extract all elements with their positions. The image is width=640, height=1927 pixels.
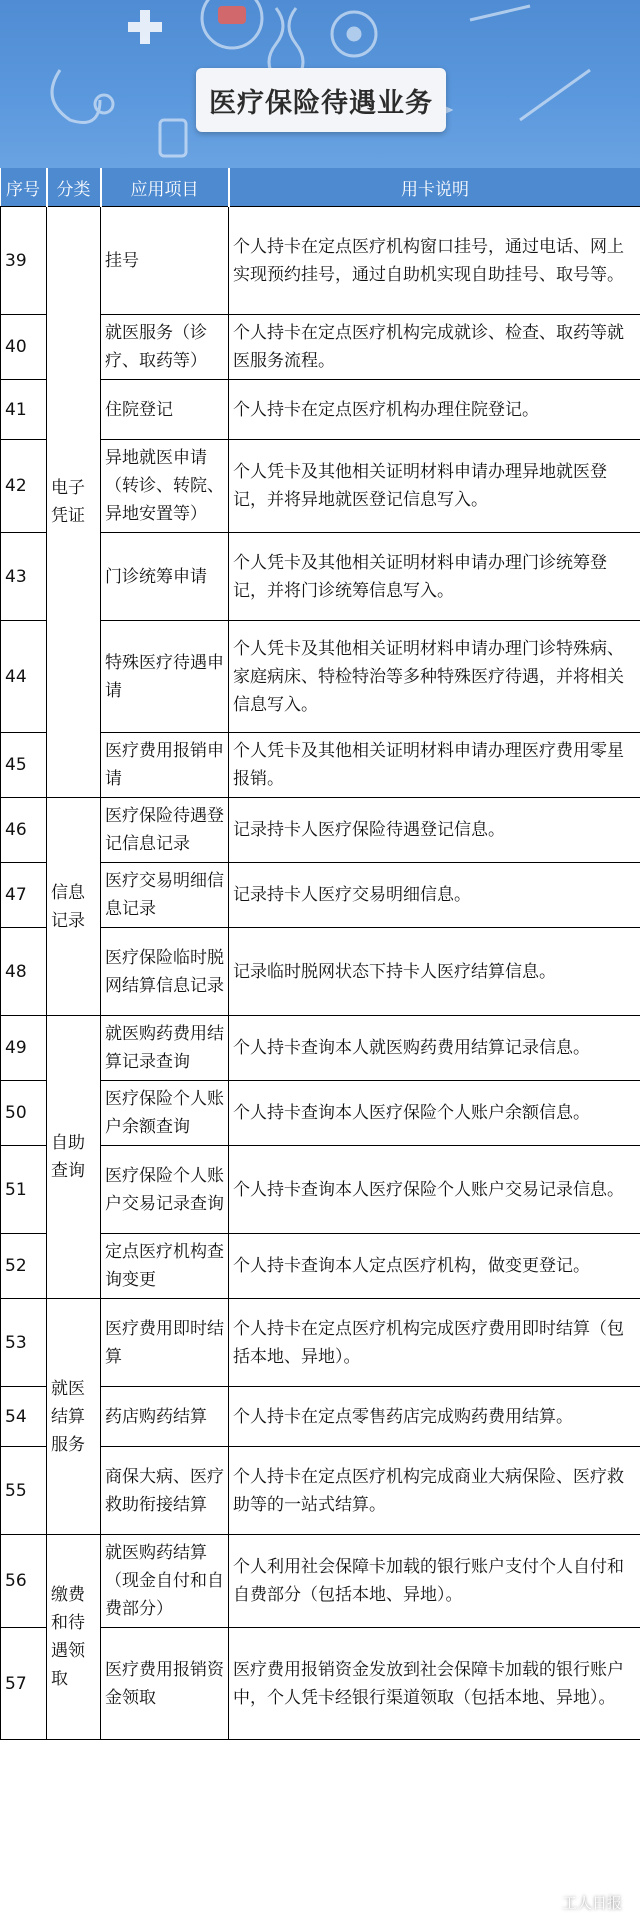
row-item: 商保大病、医疗救助衔接结算	[101, 1447, 229, 1535]
row-description: 个人持卡查询本人就医购药费用结算记录信息。	[229, 1016, 640, 1081]
benefits-table	[0, 168, 640, 1740]
table-row	[1, 1299, 640, 1387]
wechat-icon	[534, 1894, 556, 1912]
row-number: 53	[1, 1299, 47, 1387]
row-number: 56	[1, 1535, 47, 1628]
row-item: 就医购药费用结算记录查询	[101, 1016, 229, 1081]
row-item: 药店购药结算	[101, 1387, 229, 1447]
row-description: 记录持卡人医疗交易明细信息。	[229, 863, 640, 928]
row-item: 门诊统筹申请	[101, 533, 229, 621]
row-item: 医疗保险个人账户交易记录查询	[101, 1146, 229, 1234]
row-number: 52	[1, 1234, 47, 1299]
table-row	[1, 1535, 640, 1628]
row-description: 个人持卡在定点医疗机构窗口挂号，通过电话、网上实现预约挂号，通过自助机实现自助挂号、取号等。	[229, 207, 640, 315]
banner	[0, 0, 640, 168]
row-item: 住院登记	[101, 380, 229, 440]
table-row	[1, 207, 640, 315]
row-number: 44	[1, 621, 47, 733]
row-number: 50	[1, 1081, 47, 1146]
table-header-row	[1, 168, 640, 207]
row-number: 49	[1, 1016, 47, 1081]
row-number: 57	[1, 1628, 47, 1740]
category-cell: 就医结算服务	[47, 1299, 101, 1535]
row-description: 个人利用社会保障卡加载的银行账户支付个人自付和自费部分（包括本地、异地）。	[229, 1535, 640, 1628]
row-description: 个人持卡查询本人医疗保险个人账户交易记录信息。	[229, 1146, 640, 1234]
row-description: 记录持卡人医疗保险待遇登记信息。	[229, 798, 640, 863]
category-cell: 电子凭证	[47, 207, 101, 798]
row-description: 个人凭卡及其他相关证明材料申请办理门诊统筹登记，并将门诊统筹信息写入。	[229, 533, 640, 621]
row-description: 个人凭卡及其他相关证明材料申请办理门诊特殊病、家庭病床、特检特治等多种特殊医疗待遇，并将相关信息写入。	[229, 621, 640, 733]
category-cell: 缴费和待遇领取	[47, 1535, 101, 1740]
row-item: 就医服务（诊疗、取药等）	[101, 315, 229, 380]
row-item: 医疗保险个人账户余额查询	[101, 1081, 229, 1146]
row-description: 医疗费用报销资金发放到社会保障卡加载的银行账户中，个人凭卡经银行渠道领取（包括本地、异地）。	[229, 1628, 640, 1740]
row-number: 55	[1, 1447, 47, 1535]
row-item: 就医购药结算（现金自付和自费部分）	[101, 1535, 229, 1628]
row-number: 41	[1, 380, 47, 440]
row-item: 挂号	[101, 207, 229, 315]
row-number: 45	[1, 733, 47, 798]
row-description: 记录临时脱网状态下持卡人医疗结算信息。	[229, 928, 640, 1016]
row-description: 个人持卡在定点医疗机构完成就诊、检查、取药等就医服务流程。	[229, 315, 640, 380]
row-description: 个人持卡查询本人定点医疗机构，做变更登记。	[229, 1234, 640, 1299]
row-item: 特殊医疗待遇申请	[101, 621, 229, 733]
row-item: 医疗费用报销资金领取	[101, 1628, 229, 1740]
row-number: 43	[1, 533, 47, 621]
header-number: 序号	[1, 168, 47, 207]
row-description: 个人持卡在定点零售药店完成购药费用结算。	[229, 1387, 640, 1447]
watermark	[534, 1892, 622, 1913]
page-title: 医疗保险待遇业务	[196, 68, 446, 132]
row-item: 异地就医申请（转诊、转院、异地安置等）	[101, 440, 229, 533]
row-number: 39	[1, 207, 47, 315]
header-description: 用卡说明	[229, 168, 640, 207]
row-number: 46	[1, 798, 47, 863]
header-category: 分类	[47, 168, 101, 207]
category-cell: 自助查询	[47, 1016, 101, 1299]
row-item: 定点医疗机构查询变更	[101, 1234, 229, 1299]
row-item: 医疗费用即时结算	[101, 1299, 229, 1387]
header-item: 应用项目	[101, 168, 229, 207]
row-description: 个人持卡在定点医疗机构完成商业大病保险、医疗救助等的一站式结算。	[229, 1447, 640, 1535]
row-number: 40	[1, 315, 47, 380]
row-description: 个人凭卡及其他相关证明材料申请办理医疗费用零星报销。	[229, 733, 640, 798]
category-cell: 信息记录	[47, 798, 101, 1016]
watermark-text: 工人日报	[561, 1894, 622, 1912]
table-row	[1, 1016, 640, 1081]
row-description: 个人持卡在定点医疗机构完成医疗费用即时结算（包括本地、异地）。	[229, 1299, 640, 1387]
row-number: 47	[1, 863, 47, 928]
row-item: 医疗费用报销申请	[101, 733, 229, 798]
row-item: 医疗保险临时脱网结算信息记录	[101, 928, 229, 1016]
row-item: 医疗保险待遇登记信息记录	[101, 798, 229, 863]
row-number: 51	[1, 1146, 47, 1234]
row-number: 48	[1, 928, 47, 1016]
row-description: 个人持卡在定点医疗机构办理住院登记。	[229, 380, 640, 440]
row-item: 医疗交易明细信息记录	[101, 863, 229, 928]
row-description: 个人持卡查询本人医疗保险个人账户余额信息。	[229, 1081, 640, 1146]
table-row	[1, 798, 640, 863]
row-number: 42	[1, 440, 47, 533]
row-description: 个人凭卡及其他相关证明材料申请办理异地就医登记，并将异地就医登记信息写入。	[229, 440, 640, 533]
row-number: 54	[1, 1387, 47, 1447]
